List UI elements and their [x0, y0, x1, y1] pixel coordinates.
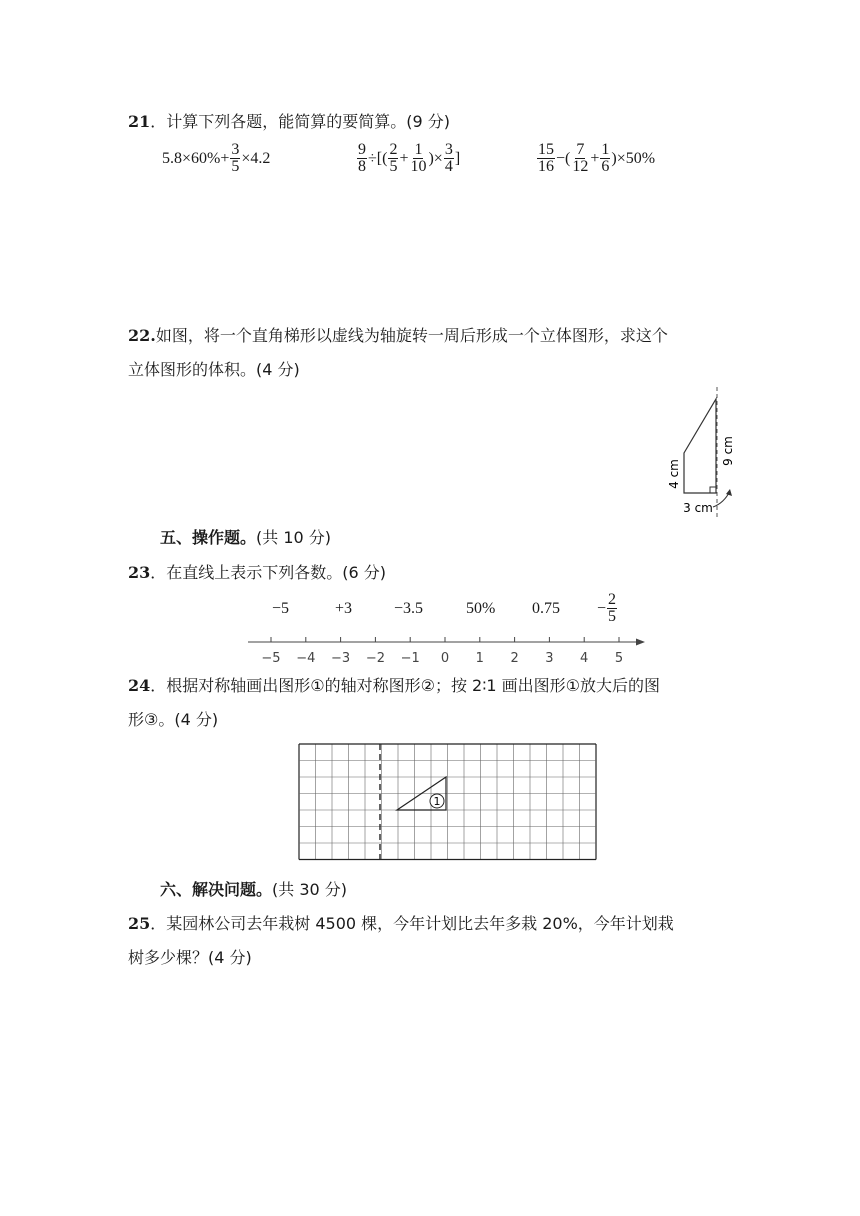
tick-label: 2: [510, 651, 519, 666]
tick-label: 5: [614, 651, 624, 666]
grid-diagram: [298, 743, 598, 863]
expr2-fraction-1: $\frac{9}{8}$: [358, 141, 366, 175]
trapezoid-diagram: [660, 385, 750, 520]
expr2-end: ]: [454, 149, 461, 167]
q24-prompt-line-2: 形③。(4 分): [128, 710, 219, 729]
q21-text: ．计算下列各题，能简算的要简算。(9 分): [150, 112, 451, 131]
expr1-part-a: 5.8×60%+: [162, 149, 230, 167]
expr3-op-2: +: [590, 149, 600, 167]
q22-prompt-line-1: [128, 324, 668, 348]
expr2-op-1: ÷[(: [368, 149, 388, 167]
q21-expression-3: [536, 142, 655, 175]
expr2-op-3: )×: [428, 149, 443, 167]
section-5-header: [160, 526, 331, 550]
number-line-ticks: [261, 637, 623, 666]
section-6-header: [160, 878, 347, 902]
number-line-arrow: [636, 639, 645, 646]
tick-label: −4: [296, 651, 316, 666]
tick-label: 3: [545, 651, 554, 666]
section-5-points: (共 10 分): [256, 528, 332, 547]
value-50-percent: 50%: [466, 600, 496, 617]
q23-number: 23: [128, 563, 151, 582]
tick-label: 1: [475, 651, 484, 666]
q23-prompt: [128, 561, 386, 585]
expr3-fraction-3: $\frac{1}{6}$: [601, 141, 610, 175]
q25-prompt-line-2: 树多少棵？(4 分): [128, 948, 252, 967]
tick-label: −2: [365, 651, 385, 666]
q25-text-1: ．某园林公司去年栽树 4500 棵，今年计划比去年多栽 20%，今年计划栽: [150, 914, 674, 933]
expr2-fraction-4: $\frac{3}{4}$: [444, 141, 453, 175]
right-angle-mark: [710, 487, 716, 493]
section-6-title: 六、解决问题。: [160, 880, 273, 899]
q24-prompt-line-1: [128, 674, 660, 698]
value-minus-3-5: −3.5: [394, 600, 424, 617]
expr3-fraction-2: $\frac{7}{12}$: [572, 141, 589, 175]
section-5-title: 五、操作题。: [160, 528, 257, 547]
section-6-points: (共 30 分): [272, 880, 348, 899]
right-trapezoid: [684, 399, 716, 493]
rotation-arrow-head: [726, 489, 732, 496]
shape-1-label: 1: [433, 795, 441, 808]
value-0-75: 0.75: [532, 600, 560, 617]
expr2-fraction-3: $\frac{1}{10}$: [410, 141, 427, 175]
expr1-fraction: $\frac{3}{5}$: [231, 141, 240, 175]
q23-text: ．在直线上表示下列各数。(6 分): [150, 563, 387, 582]
tick-label: −5: [261, 651, 281, 666]
expr3-op-1: −(: [556, 149, 571, 167]
q22-text-1: 如图，将一个直角梯形以虚线为轴旋转一周后形成一个立体图形，求这个: [155, 326, 668, 345]
q21-number: 21: [128, 112, 151, 131]
q24-text-1: ．根据对称轴画出图形①的轴对称图形②；按 2∶1 画出图形①放大后的图: [150, 676, 660, 695]
value-plus-3: +3: [335, 600, 353, 617]
label-9cm: 9 cm: [721, 436, 735, 466]
expr1-part-b: ×4.2: [241, 149, 271, 167]
value-minus-5: −5: [272, 600, 290, 617]
label-3cm: 3 cm: [683, 501, 713, 515]
tick-label: 4: [580, 651, 589, 666]
tick-label: −3: [331, 651, 351, 666]
expr3-op-3: )×50%: [611, 149, 656, 167]
value-minus-two-fifths: − $\frac{2}{5}$: [597, 591, 617, 625]
square-grid: [299, 744, 596, 860]
q22-prompt-line-2: 立体图形的体积。(4 分): [128, 360, 300, 379]
q21-prompt: [128, 110, 450, 134]
tick-label: −1: [400, 651, 420, 666]
q25-prompt-line-1: [128, 912, 674, 936]
q21-expression-1: [162, 142, 270, 175]
q21-expression-2: [356, 142, 460, 175]
expr2-fraction-2: $\frac{2}{5}$: [389, 141, 398, 175]
number-line: [240, 632, 650, 672]
expr3-fraction-1: $\frac{15}{16}$: [538, 141, 554, 175]
tick-label: 0: [440, 651, 450, 666]
q24-number: 24: [128, 676, 151, 695]
q22-number: 22.: [128, 326, 156, 345]
label-4cm: 4 cm: [667, 459, 681, 489]
expr2-op-2: +: [399, 149, 409, 167]
q25-number: 25: [128, 914, 151, 933]
